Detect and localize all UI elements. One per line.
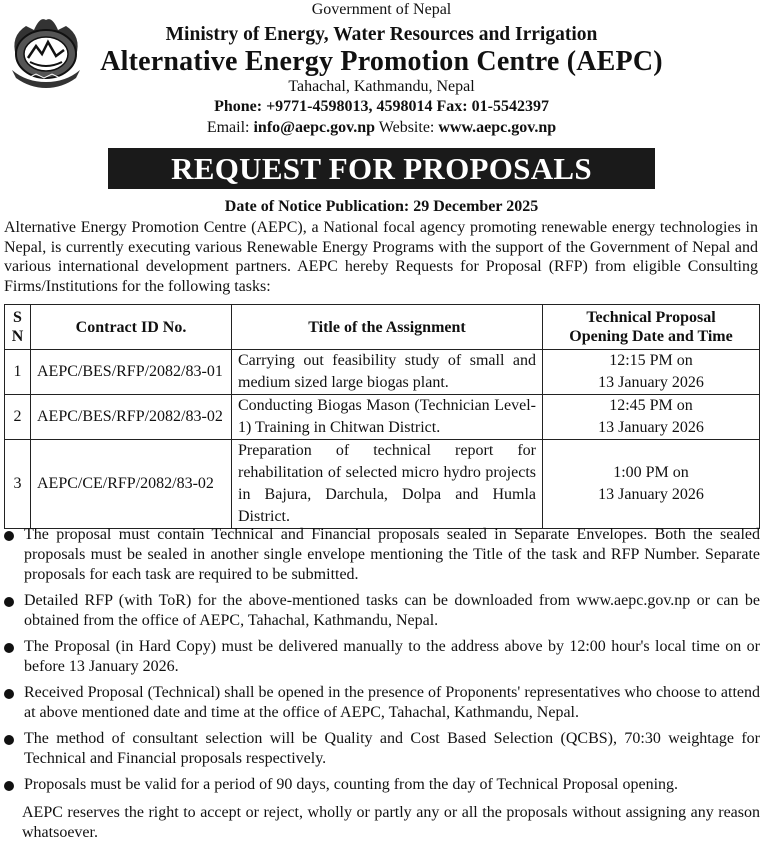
- header-opening-date: Technical Proposal Opening Date and Time: [543, 305, 760, 350]
- row-sn: 1: [5, 350, 31, 395]
- header-sn: S N: [5, 305, 31, 350]
- row-assignment-title: Carrying out feasibility study of small and medium sized large biogas plant.: [232, 350, 543, 395]
- list-item: The Proposal (in Hard Copy) must be delivered manually to the address above by 12:00 hour's local time on or before 13 January 2026.: [4, 637, 760, 677]
- row-contract-id: AEPC/CE/RFP/2082/83-02: [31, 440, 232, 529]
- phone-fax-line: Phone: +9771-4598013, 4598014 Fax: 01-5542397: [214, 98, 549, 115]
- row-opening-datetime: 12:15 PM on 13 January 2026: [543, 350, 760, 395]
- list-item: The proposal must contain Technical and Financial proposals sealed in Separate Envelopes. Both the sealed proposals must be sealed in another single envelope mentioning the Title of the task and RFP Number. Separate proposals for each task are required to be submitted.: [4, 525, 760, 585]
- ministry-name: Ministry of Energy, Water Resources and Irrigation: [165, 24, 598, 45]
- list-item: Received Proposal (Technical) shall be opened in the presence of Proponents' representatives who choose to attend at above mentioned date and time at the office of AEPC, Tahachal, Kathmandu, Nepal.: [4, 683, 760, 723]
- notice-publication-date: Date of Notice Publication: 29 December 2025: [224, 198, 539, 215]
- email-label: Email:: [206, 119, 254, 136]
- header-contract-id: Contract ID No.: [31, 305, 232, 350]
- contact-line: [0, 119, 763, 137]
- email-link[interactable]: info@aepc.gov.np: [253, 119, 376, 136]
- row-opening-datetime: 12:45 PM on 13 January 2026: [543, 395, 760, 440]
- bullet-dot-icon: [4, 643, 14, 653]
- organization-address: Tahachal, Kathmandu, Nepal: [288, 78, 475, 95]
- bullet-dot-icon: [4, 781, 14, 791]
- list-item: Detailed RFP (with ToR) for the above-mentioned tasks can be downloaded from www.aepc.gov.np or can be obtained from the office of AEPC, Tahachal, Kathmandu, Nepal.: [4, 591, 760, 631]
- rfp-banner-title: REQUEST FOR PROPOSALS: [108, 148, 655, 189]
- row-opening-datetime: 1:00 PM on 13 January 2026: [543, 440, 760, 529]
- government-name: Government of Nepal: [311, 1, 452, 18]
- list-item: Proposals must be valid for a period of 90 days, counting from the day of Technical Proposal opening.: [4, 775, 760, 795]
- row-assignment-title: Preparation of technical report for rehabilitation of selected micro hydro projects in Bajura, Darchula, Dolpa and Humla District.: [232, 440, 543, 529]
- bullet-dot-icon: [4, 735, 14, 745]
- table-header-row: [5, 305, 760, 350]
- row-contract-id: AEPC/BES/RFP/2082/83-02: [31, 395, 232, 440]
- table-row: [5, 350, 760, 395]
- intro-paragraph: Alternative Energy Promotion Centre (AEPC), a National focal agency promoting renewable energy technologies in Nepal, is currently executing various Renewable Energy Programs with the support of the Government of Nepal and various international development partners. AEPC hereby Requests for Proposal (RFP) from eligible Consulting Firms/Institutions for the following tasks:: [4, 219, 758, 295]
- bullet-dot-icon: [4, 689, 14, 699]
- conditions-list: [4, 525, 760, 801]
- rfp-task-table: [4, 304, 760, 529]
- organization-name: Alternative Energy Promotion Centre (AEPC): [100, 46, 663, 77]
- bullet-dot-icon: [4, 597, 14, 607]
- list-item: The method of consultant selection will be Quality and Cost Based Selection (QCBS), 70:30 weightage for Technical and Financial proposals respectively.: [4, 729, 760, 769]
- row-sn: 2: [5, 395, 31, 440]
- closing-statement: AEPC reserves the right to accept or reject, wholly or partly any or all the proposals without assigning any reason whatsoever.: [22, 804, 760, 841]
- row-sn: 3: [5, 440, 31, 529]
- website-label: Website:: [375, 119, 439, 136]
- website-link[interactable]: www.aepc.gov.np: [438, 119, 557, 136]
- bullet-dot-icon: [4, 531, 14, 541]
- row-contract-id: AEPC/BES/RFP/2082/83-01: [31, 350, 232, 395]
- table-row: [5, 395, 760, 440]
- header-assignment-title: Title of the Assignment: [232, 305, 543, 350]
- row-assignment-title: Conducting Biogas Mason (Technician Level-1) Training in Chitwan District.: [232, 395, 543, 440]
- table-row: [5, 440, 760, 529]
